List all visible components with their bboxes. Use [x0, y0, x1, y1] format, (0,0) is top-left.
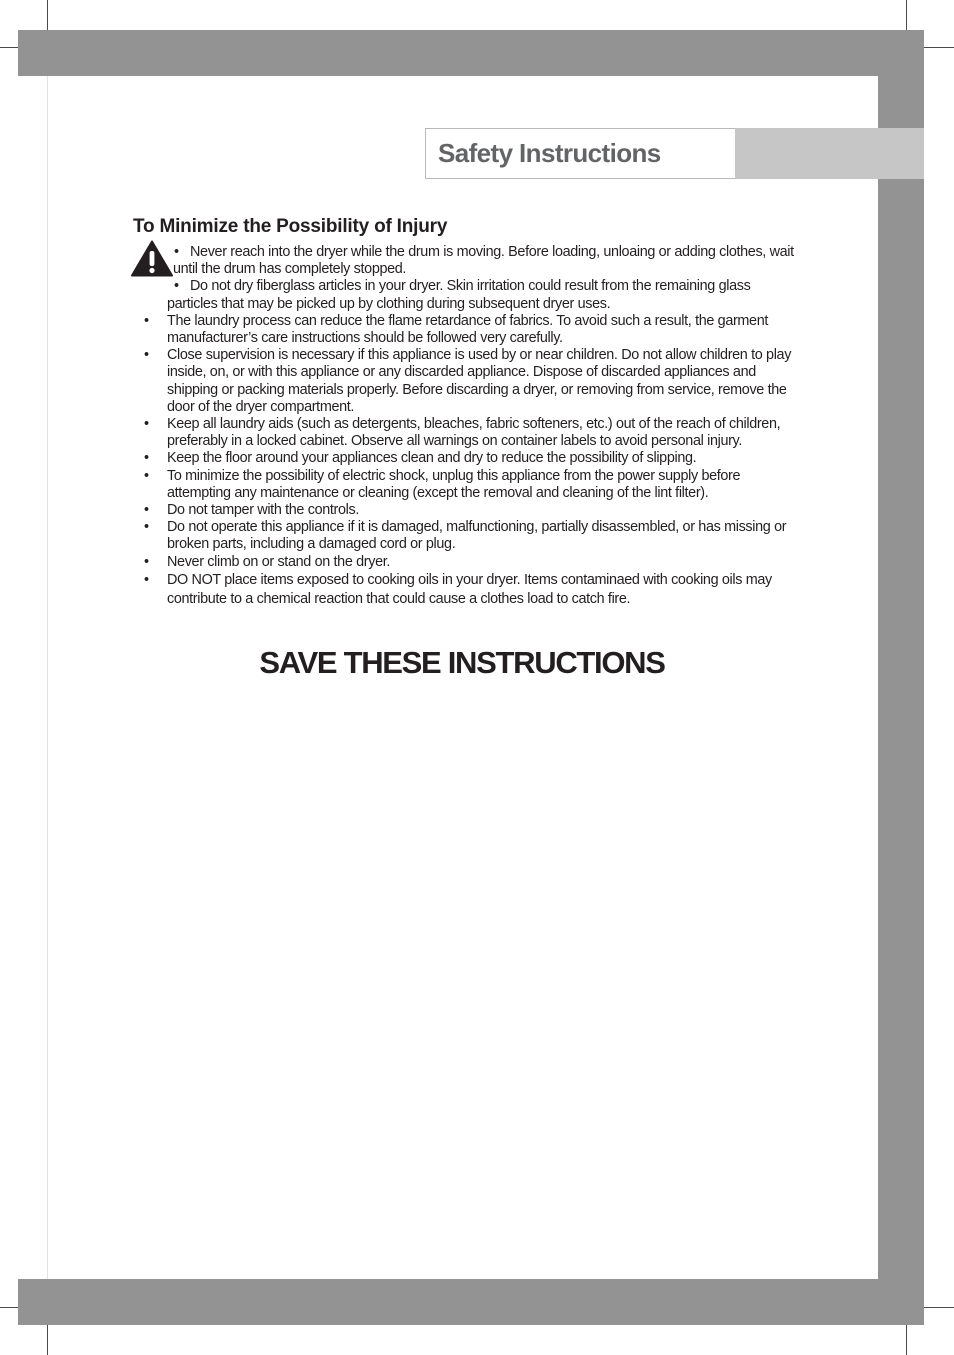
list-item [130, 416, 795, 450]
header-accent-bar [735, 128, 924, 179]
bullet-marker: • [144, 502, 149, 519]
list-item [130, 519, 795, 553]
list-item [130, 554, 795, 571]
page-frame-bottom [18, 1279, 924, 1325]
list-item-text: Never climb on or stand on the dryer. [167, 553, 391, 570]
crop-mark [924, 47, 954, 48]
bullet-marker: • [144, 553, 149, 570]
list-item [130, 450, 795, 467]
crop-mark [906, 0, 907, 30]
page-frame-top [18, 30, 924, 76]
list-item-text: The laundry process can reduce the flame retardance of fabrics. To avoid such a result, the garment manufacturer’s care instructions should be followed very carefully. [167, 312, 769, 347]
crop-mark [47, 1325, 48, 1355]
list-item-text: Do not operate this appliance if it is damaged, malfunctioning, partially disassembled, or has missing or broken parts, including a damaged cord or plug. [167, 519, 787, 553]
list-item [130, 313, 795, 347]
crop-mark [906, 1325, 907, 1355]
list-item-text: Do not dry fiberglass articles in your dryer. Skin irritation could result from the remaining glass particles that may be picked up by clothing during subsequent dryer uses. [167, 278, 751, 312]
crop-mark [924, 1307, 954, 1308]
list-item-text: Do not tamper with the controls. [167, 502, 359, 519]
bullet-marker: • [174, 244, 179, 260]
section-heading: To Minimize the Possibility of Injury [133, 216, 448, 237]
list-item [130, 347, 795, 416]
list-item [130, 244, 795, 278]
section-header-tab [425, 128, 735, 179]
bullet-marker: • [144, 571, 149, 588]
bullet-marker: • [144, 467, 149, 484]
list-item-text: Never reach into the dryer while the drum is moving. Before loading, unloaing or adding clothes, wait until the drum has completely stopped. [173, 244, 794, 278]
bullet-marker: • [144, 416, 149, 433]
bullet-marker: • [144, 519, 149, 536]
list-item [130, 571, 795, 610]
crop-mark [47, 0, 48, 30]
page-title: Safety Instructions [438, 138, 661, 168]
list-item [130, 468, 795, 502]
list-item-text: Close supervision is necessary if this appliance is used by or near children. Do not allow children to play inside, on, or with this appliance or any discarded appliance. Dispose of discarded appliances and shipping or packing materials properly. Before discarding a dryer, or removing from service, remove the door of the dryer compartment. [167, 347, 792, 415]
save-instructions-heading: SAVE THESE INSTRUCTIONS [259, 645, 665, 680]
list-item-text: DO NOT place items exposed to cooking oils in your dryer. Items contaminaed with cooking oils may contribute to a chemical reaction that could cause a clothes load to catch fire. [167, 571, 772, 608]
list-item-text: Keep the floor around your appliances clean and dry to reduce the possibility of slipping. [167, 450, 697, 467]
safety-bullet-list [130, 244, 795, 610]
bullet-marker: • [144, 450, 149, 467]
list-item [130, 278, 795, 312]
list-item-text: Keep all laundry aids (such as detergents, bleaches, fabric softeners, etc.) out of the reach of children, preferably in a locked cabinet. Observe all warnings on container labels to avoid personal injury. [167, 416, 781, 450]
bullet-marker: • [144, 347, 149, 364]
bullet-marker: • [174, 278, 179, 295]
list-item [130, 502, 795, 519]
list-item-text: To minimize the possibility of electric shock, unplug this appliance from the power supply before attempting any maintenance or cleaning (except the removal and cleaning of the lint filter). [167, 467, 741, 501]
bullet-marker: • [144, 312, 149, 329]
